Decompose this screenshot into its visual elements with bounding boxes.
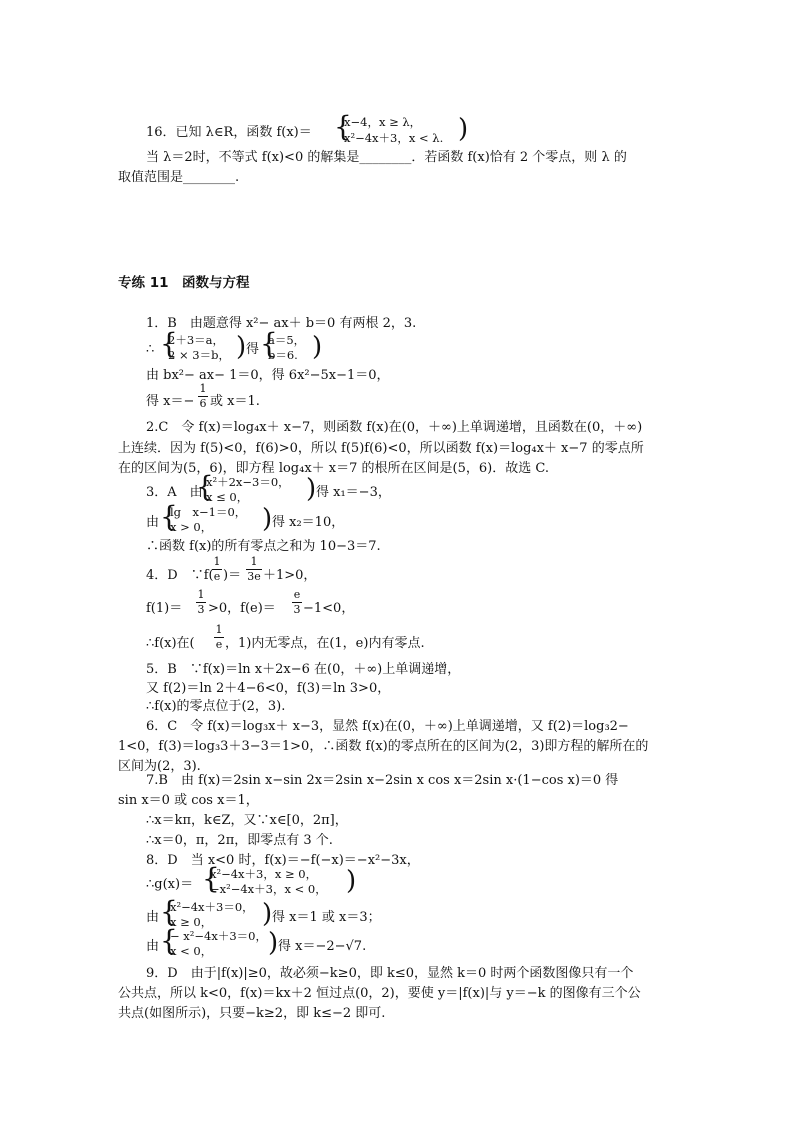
- a8-result4: 得 x＝−2−√7.: [278, 939, 367, 954]
- a9-line3: 共点(如图所示)，只要−k≥2，即 k≤−2 即可.: [118, 1006, 386, 1021]
- a1-line3: 由 bx²− ax− 1＝0，得 6x²−5x−1＝0，: [146, 368, 390, 383]
- a2-line3: 在的区间为(5，6)，即方程 log₄x＋ x＝7 的根所在区间是(5，6)．故选 C.: [118, 461, 549, 476]
- a4-line2c: −1<0，: [303, 601, 355, 616]
- a3-result2: 得 x₂＝10，: [272, 515, 345, 530]
- a3-rparen2: ): [262, 504, 273, 534]
- a7-line3: ∴x＝kπ，k∈Z，又∵x∈[0，2π]，: [146, 813, 348, 828]
- a1-brace1: {: [160, 327, 178, 360]
- a1-frac-num: 1: [199, 382, 207, 395]
- a8-label3: 由: [146, 910, 160, 925]
- a8-label4: 由: [146, 939, 160, 954]
- q16-line3: 取值范围是________.: [118, 170, 240, 185]
- a6-line1: 6．C 令 f(x)＝log₃x＋ x−3，显然 f(x)在(0，＋∞)上单调递增，又 f(2)＝log₃2−: [146, 719, 629, 734]
- a8-sys3b: x ≥ 0，: [170, 915, 213, 929]
- a9-line2: 公共点，所以 k<0，f(x)＝kx＋2 恒过点(0，2)，要使 y＝|f(x)|与 y＝−k 的图像有三个公: [118, 986, 641, 1001]
- a7-line4: ∴x＝0，π，2π，即零点有 3 个.: [146, 833, 333, 848]
- a4-line3a: ∴f(x)在(: [146, 636, 195, 651]
- a3-label: 3．A 由: [146, 485, 203, 500]
- section-title: 专练 11 函数与方程: [118, 275, 250, 291]
- a9-line1: 9．D 由于|f(x)|≥0，故必须−k≥0，即 k≤0，显然 k＝0 时两个函数图像只有一个: [146, 966, 634, 981]
- a8-brace3: {: [160, 895, 178, 928]
- q16-brace: {: [334, 110, 352, 143]
- a4-frac1-den: e: [213, 570, 221, 583]
- a8-result3: 得 x＝1 或 x＝3；: [272, 910, 381, 925]
- a8-sys4b: x < 0，: [170, 944, 213, 958]
- a1-therefore: ∴: [146, 342, 155, 357]
- a1-mid: 得: [246, 342, 260, 357]
- q16-line2: 当 λ＝2时，不等式 f(x)<0 的解集是________．若函数 f(x)恰有 2 个零点，则 λ 的: [146, 150, 627, 165]
- a3-rparen1: ): [306, 474, 317, 504]
- a3-result1: 得 x₁＝−3，: [316, 485, 391, 500]
- a3-label2: 由: [146, 515, 160, 530]
- a4-line1c: ＋1>0，: [263, 568, 317, 583]
- q16-line1: 16．已知 λ∈R，函数 f(x)＝: [146, 125, 312, 140]
- a3-sys1a: x²＋2x−3＝0，: [206, 475, 290, 489]
- a1-frac-den: 6: [199, 397, 207, 410]
- a4-frac3-den: 3: [197, 603, 205, 616]
- a4-line1a: 4．D ∵f(: [146, 568, 214, 583]
- a8-case2: −x²−4x＋3，x < 0，: [210, 882, 327, 896]
- a2-line1: 2.C 令 f(x)＝log₄x＋ x−7，则函数 f(x)在(0，＋∞)上单调递增，且函数在(0，＋∞): [146, 420, 643, 435]
- a4-line2a: f(1)＝: [146, 601, 183, 616]
- a1-brace2: {: [260, 327, 278, 360]
- a1-rparen2: ): [312, 332, 323, 362]
- a8-rparen4: ): [268, 928, 279, 958]
- q16-case2: x²−4x＋3，x < λ.: [344, 131, 444, 145]
- a3-brace2: {: [160, 500, 178, 533]
- a8-case1: x²−4x＋3，x ≥ 0，: [210, 867, 318, 881]
- a3-sys2b: x > 0，: [170, 520, 213, 534]
- a3-brace1: {: [196, 470, 214, 503]
- a4-frac4-num: e: [293, 588, 301, 601]
- a1-line4a: 得 x＝−: [146, 394, 195, 409]
- a5-line3: ∴f(x)的零点位于(2，3).: [146, 699, 286, 714]
- a4-frac5-den: e: [215, 638, 223, 651]
- a1-line4b: 或 x＝1.: [210, 394, 260, 409]
- a1-res1: a＝5，: [268, 333, 306, 347]
- a1-rparen1: ): [236, 332, 247, 362]
- a8-sys3a: x²−4x＋3＝0，: [170, 900, 254, 914]
- a8-brace4: {: [160, 924, 178, 957]
- a6-line2: 1<0，f(3)＝log₃3＋3−3＝1>0，∴函数 f(x)的零点所在的区间为(2，3)即方程的解所在的: [118, 739, 649, 754]
- a1-res2: b＝6.: [268, 348, 298, 362]
- a1-sys2: 2 × 3＝b，: [168, 348, 230, 362]
- a5-line1: 5．B ∵f(x)＝ln x＋2x−6 在(0，＋∞)上单调递增，: [146, 662, 461, 677]
- a4-frac3-num: 1: [197, 588, 205, 601]
- a4-line3b: ，1)内无零点，在(1，e)内有零点.: [225, 636, 425, 651]
- a4-line1b: )＝: [223, 568, 242, 583]
- a1-line1: 1．B 由题意得 x²− ax＋ b＝0 有两根 2，3.: [146, 316, 417, 331]
- a5-line2: 又 f(2)＝ln 2＋4−6<0，f(3)＝ln 3>0，: [146, 681, 391, 696]
- a8-line1: 8．D 当 x<0 时，f(x)＝−f(−x)＝−x²−3x，: [146, 853, 420, 868]
- a8-rparen-g: ): [346, 866, 357, 896]
- a7-line2: sin x＝0 或 cos x＝1，: [118, 793, 259, 808]
- a6-line3: 区间为(2，3).: [118, 759, 201, 774]
- q16-rparen: ): [458, 114, 469, 144]
- a4-frac1-num: 1: [213, 555, 221, 568]
- a3-sys1b: x ≤ 0，: [206, 490, 249, 504]
- a8-rparen3: ): [262, 899, 273, 929]
- a4-frac4-den: 3: [293, 603, 301, 616]
- a4-frac5-num: 1: [215, 623, 223, 636]
- q16-case1: x−4，x ≥ λ，: [344, 115, 422, 129]
- a1-sys1: 2＋3＝a，: [168, 333, 224, 347]
- a8-sys4a: − x²−4x＋3＝0，: [170, 929, 267, 943]
- a4-frac2-num: 1: [250, 555, 258, 568]
- a8-brace-g: {: [202, 862, 220, 895]
- a3-line3: ∴函数 f(x)的所有零点之和为 10−3＝7.: [146, 539, 381, 554]
- a2-line2: 上连续．因为 f(5)<0，f(6)>0，所以 f(5)f(6)<0，所以函数 f(x)＝log₄x＋ x−7 的零点所: [118, 441, 644, 456]
- a4-frac2-den: 3e: [247, 570, 261, 583]
- a7-line1: 7.B 由 f(x)＝2sin x−sin 2x＝2sin x−2sin x cos x＝2sin x·(1−cos x)＝0 得: [146, 773, 619, 788]
- a4-line2b: >0，f(e)＝: [208, 601, 276, 616]
- a3-sys2a: lg x−1＝0，: [170, 505, 247, 519]
- a8-line2a: ∴g(x)＝: [146, 877, 194, 892]
